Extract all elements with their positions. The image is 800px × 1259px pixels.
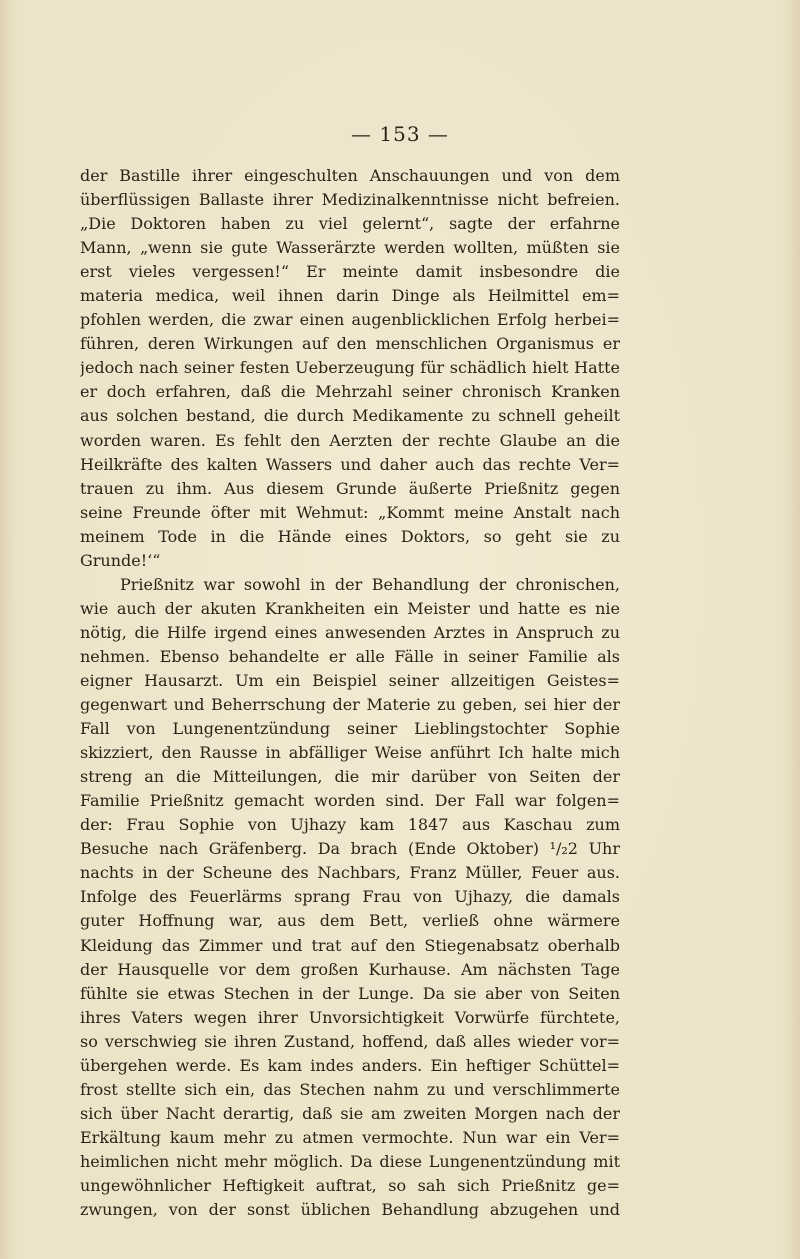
text-line: „Die Doktoren haben zu viel gelernt“, sagte der erfahrne: [80, 214, 620, 234]
text-line: guter Hoffnung war, aus dem Bett, verließ ohne wärmere: [80, 911, 620, 931]
text-line: wie auch der akuten Krankheiten ein Meister und hatte es nie: [80, 598, 620, 618]
text-line: eigner Hausarzt. Um ein Beispiel seiner allzeitigen Geistes=: [80, 670, 620, 690]
text-line: nehmen. Ebenso behandelte er alle Fälle in seiner Familie als: [80, 646, 620, 666]
text-line: gegenwart und Beherrschung der Materie zu geben, sei hier der: [80, 695, 620, 715]
text-line: erst vieles vergessen!“ Er meinte damit insbesondre die: [80, 262, 620, 282]
text-line: er doch erfahren, daß die Mehrzahl seiner chronisch Kranken: [80, 382, 620, 402]
text-line: der Hausquelle vor dem großen Kurhause. Am nächsten Tage: [80, 959, 620, 979]
text-line: Grunde!‘“: [80, 550, 161, 570]
text-line: sich über Nacht derartig, daß sie am zweiten Morgen nach der: [80, 1103, 620, 1123]
text-line: Fall von Lungenentzündung seiner Lieblingstochter Sophie: [80, 719, 620, 739]
text-line: trauen zu ihm. Aus diesem Grunde äußerte Prießnitz gegen: [80, 478, 620, 498]
text-line: heimlichen nicht mehr möglich. Da diese Lungenentzündung mit: [80, 1151, 620, 1171]
text-line: Besuche nach Gräfenberg. Da brach (Ende Oktober) ¹/₂2 Uhr: [80, 839, 620, 859]
text-line: Infolge des Feuerlärms sprang Frau von Ujhazy, die damals: [80, 887, 620, 907]
text-line: zwungen, von der sonst üblichen Behandlung abzugehen und: [80, 1200, 620, 1220]
text-line: Familie Prießnitz gemacht worden sind. Der Fall war folgen=: [80, 791, 620, 811]
text-line: skizziert, den Rausse in abfälliger Weise anführt Ich halte mich: [80, 743, 620, 763]
text-line: nötig, die Hilfe irgend eines anwesenden Arztes in Anspruch zu: [80, 622, 620, 642]
text-line: worden waren. Es fehlt den Aerzten der rechte Glaube an die: [80, 430, 620, 450]
text-line: materia medica, weil ihnen darin Dinge als Heilmittel em=: [80, 286, 620, 306]
text-line: streng an die Mitteilungen, die mir darüber von Seiten der: [80, 767, 620, 787]
text-line: übergehen werde. Es kam indes anders. Ein heftiger Schüttel=: [80, 1055, 620, 1075]
text-line: Mann, „wenn sie gute Wasserärzte werden wollten, müßten sie: [80, 238, 620, 258]
text-line: ihres Vaters wegen ihrer Unvorsichtigkeit Vorwürfe fürchtete,: [80, 1007, 620, 1027]
text-line: Erkältung kaum mehr zu atmen vermochte. Nun war ein Ver=: [80, 1127, 620, 1147]
text-line: nachts in der Scheune des Nachbars, Franz Müller, Feuer aus.: [80, 863, 620, 883]
text-line: seine Freunde öfter mit Wehmut: „Kommt meine Anstalt nach: [80, 502, 620, 522]
text-line: Heilkräfte des kalten Wassers und daher auch das rechte Ver=: [80, 454, 620, 474]
text-line: ungewöhnlicher Heftigkeit auftrat, so sah sich Prießnitz ge=: [80, 1175, 620, 1195]
page-number: — 153 —: [351, 122, 449, 146]
text-line: jedoch nach seiner festen Ueberzeugung für schädlich hielt Hatte: [80, 358, 620, 378]
text-line: frost stellte sich ein, das Stechen nahm zu und verschlimmerte: [80, 1079, 620, 1099]
text-line: so verschwieg sie ihren Zustand, hoffend, daß alles wieder vor=: [80, 1031, 620, 1051]
text-line: Prießnitz war sowohl in der Behandlung der chronischen,: [120, 574, 620, 594]
text-line: meinem Tode in die Hände eines Doktors, so geht sie zu: [80, 526, 620, 546]
text-line: der: Frau Sophie von Ujhazy kam 1847 aus Kaschau zum: [80, 815, 620, 835]
text-line: pfohlen werden, die zwar einen augenblicklichen Erfolg herbei=: [80, 310, 620, 330]
text-line: aus solchen bestand, die durch Medikamente zu schnell geheilt: [80, 406, 620, 426]
text-line: führen, deren Wirkungen auf den menschlichen Organismus er: [80, 334, 620, 354]
body-text: [80, 164, 620, 1222]
text-line: Kleidung das Zimmer und trat auf den Stiegenabsatz oberhalb: [80, 935, 620, 955]
text-line: der Bastille ihrer eingeschulten Anschauungen und von dem: [80, 166, 620, 185]
text-line: fühlte sie etwas Stechen in der Lunge. Da sie aber von Seiten: [80, 983, 620, 1003]
text-line: überflüssigen Ballaste ihrer Medizinalkenntnisse nicht befreien.: [80, 190, 620, 210]
